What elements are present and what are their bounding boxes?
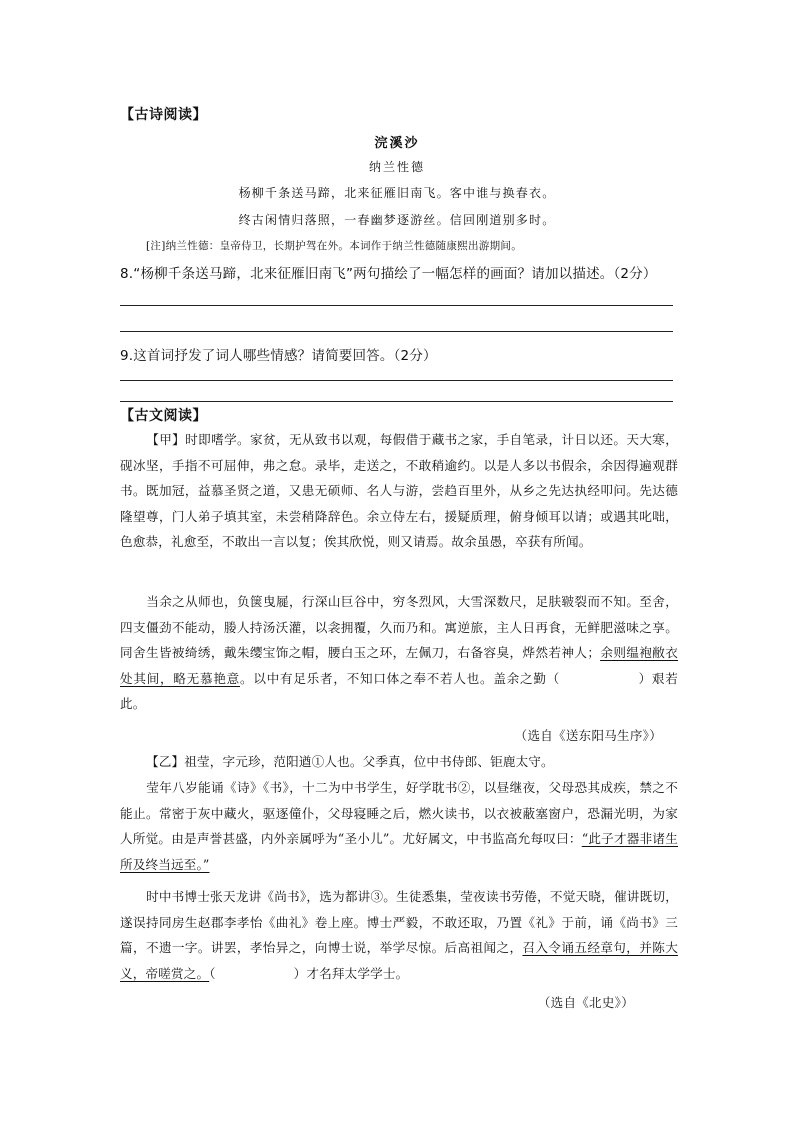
passage-yi-paragraph-3 (120, 884, 678, 986)
underlined-quote: “此子才器非诸生所及终当远至。” (120, 831, 678, 872)
classical-section-heading: 【古文阅读】 (120, 408, 207, 424)
source-yi: （选自《北史》） (537, 995, 634, 1010)
answer-line[interactable] (120, 401, 673, 402)
question-9: 9.这首词抒发了词人哪些情感？请简要回答。（2分） (120, 348, 437, 364)
poem-author: 纳兰性德 (368, 160, 425, 174)
poem-line: 杨柳千条送马蹄，北来征雁旧南飞。客中谁与换春衣。 (238, 186, 556, 200)
passage-yi-paragraph-1 (120, 749, 678, 775)
passage-text: 当余之从师也，负箧曳屣，行深山巨谷中，穷冬烈风，大雪深数尺，足肤皲裂而不知。至舍，四支僵劲不能动，媵人持汤沃灌，以衾拥覆，久而乃和。寓逆旅，主人日再食，无鲜肥滋味之享。同舍生皆被绮绣，戴朱缨宝饰之帽，腰白玉之环，左佩刀，右备容臭，烨然若神人； (120, 594, 678, 660)
poem-line: 终古闲情归落照，一春幽梦逐游丝。信回刚道别多时。 (238, 213, 556, 227)
passage-text: 。以中有足乐者，不知口体之奉不若人也。盖余之勤（ (240, 670, 560, 686)
poem-note: [注]纳兰性德：皇帝侍卫，长期护驾在外。本词作于纳兰性德随康熙出游期间。 (146, 240, 522, 252)
passage-text: 【甲】时即嗜学。家贫，无从致书以观，每假借于藏书之家，手自笔录，计日以还。天大寒，砚冰坚，手指不可屈伸，弗之怠。录毕，走送之，不敢稍逾约。以是人多以书假余，余因得遍观群书。既加冠，益慕圣贤之道，又患无硕师、名人与游，尝趋百里外，从乡之先达执经叩问。先达德隆望尊，门人弟子填其室，未尝稍降辞色。余立侍左右，援疑质理，俯身倾耳以请；或遇其叱咄，色愈恭，礼愈至，不敢出一言以复；俟其欣悦，则又请焉。故余虽愚，卒获有所闻。 (120, 432, 678, 549)
passage-jia-paragraph-2 (120, 589, 678, 717)
poetry-section-heading: 【古诗阅读】 (120, 107, 207, 123)
underlined-sentence: 余则缊袍敝衣处其间，略无慕艳意 (120, 645, 678, 686)
passage-text: （ (209, 965, 216, 981)
question-8: 8.“杨柳千条送马蹄，北来征雁旧南飞”两句描绘了一幅怎样的画面？请加以描述。（2分） (120, 266, 657, 282)
answer-line[interactable] (120, 331, 673, 332)
answer-line[interactable] (120, 305, 673, 306)
poem-title: 浣溪沙 (374, 136, 420, 151)
passage-text: ）才名拜太学学士。 (293, 965, 409, 981)
passage-text: 【乙】祖莹，字元珍，范阳遒①人也。父季真，位中书侍郎、钜鹿太守。 (146, 754, 554, 769)
passage-text: ）艰若此。 (120, 670, 678, 711)
source-jia: （选自《送东阳马生序》） (514, 728, 662, 743)
passage-jia-paragraph-1 (120, 427, 678, 555)
passage-yi-paragraph-2 (120, 775, 678, 877)
answer-line[interactable] (120, 380, 673, 381)
passage-text: 时中书博士张天龙讲《尚书》，选为都讲③。生徒悉集，莹夜读书劳倦，不觉天晓，催讲既切，遂误持同房生赵郡李孝怡《曲礼》卷上座。博士严毅，不敢还取，乃置《礼》于前，诵《尚书》三篇，不遗一字。讲罢，孝怡异之，向博士说，举学尽惊。后高祖闻之， (120, 889, 678, 955)
passage-text: 莹年八岁能诵《诗》《书》，十二为中书学生，好学耽书②，以昼继夜，父母恐其成疾，禁之不能止。常密于灰中藏火，驱逐僮仆，父母寝睡之后，燃火读书，以衣被蔽塞窗户，恐漏光明，为家人所觉。由是声誉甚盛，内外亲属呼为“圣小儿”。尤好属文，中书监高允每叹曰： (120, 780, 678, 846)
underlined-sentence: 召入令诵五经章句，并陈大义，帝嗟赏之。 (120, 940, 678, 981)
